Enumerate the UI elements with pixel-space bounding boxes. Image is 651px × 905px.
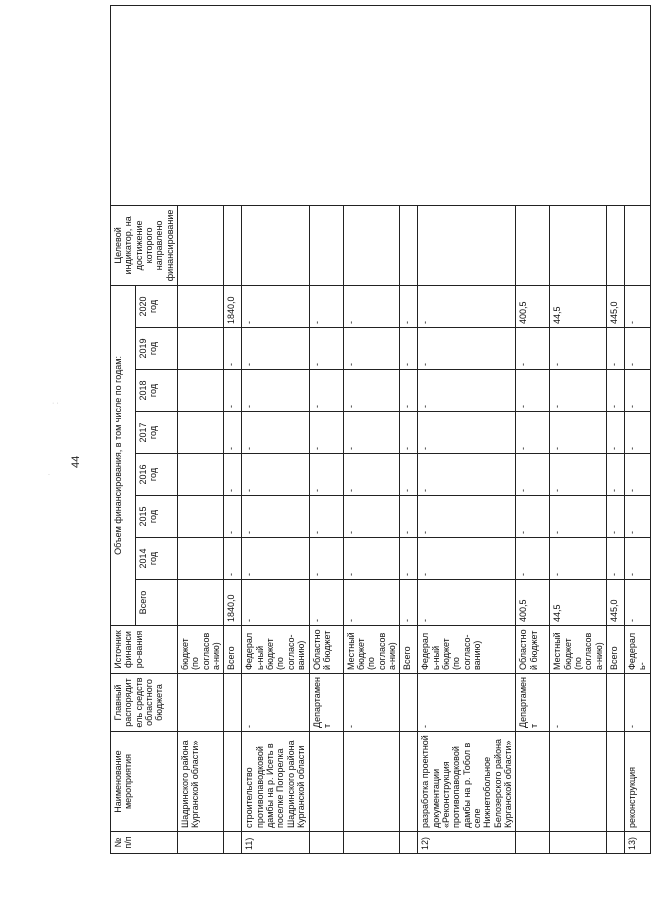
row-number-cell <box>343 832 400 854</box>
year-value-cell <box>178 412 224 454</box>
manager-cell: - <box>343 674 400 732</box>
row-number-cell <box>178 832 224 854</box>
year-value-cell: - <box>242 328 309 370</box>
year-value-cell: - <box>607 454 625 496</box>
year-value-cell: - <box>309 285 343 327</box>
manager-cell: - <box>625 674 651 732</box>
year-value-cell: - <box>343 538 400 580</box>
year-value-cell: - <box>224 370 242 412</box>
total-cell: - <box>625 580 651 626</box>
empty-column <box>111 5 651 205</box>
year-value-cell: - <box>625 538 651 580</box>
manager-cell <box>400 674 418 732</box>
year-value-cell: - <box>309 328 343 370</box>
total-cell: - <box>400 580 418 626</box>
indicator-cell <box>224 205 242 285</box>
year-value-cell: - <box>309 412 343 454</box>
year-value-cell <box>178 496 224 538</box>
header-year: 2020 год <box>136 285 178 327</box>
year-value-cell: - <box>400 370 418 412</box>
source-cell: Всего <box>607 626 625 674</box>
header-year: 2014 год <box>136 538 178 580</box>
year-value-cell: - <box>516 496 550 538</box>
year-value-cell: - <box>550 328 607 370</box>
header-year: 2017 год <box>136 412 178 454</box>
row-number-cell <box>516 832 550 854</box>
year-value-cell: - <box>343 328 400 370</box>
year-value-cell: - <box>343 285 400 327</box>
header-total: Всего <box>136 580 178 626</box>
total-cell: - <box>242 580 309 626</box>
year-value-cell: - <box>516 538 550 580</box>
year-value-cell: - <box>343 496 400 538</box>
source-cell: бюджет (по согласова-нию) <box>178 626 224 674</box>
row-number-cell <box>309 832 343 854</box>
year-value-cell: - <box>418 412 516 454</box>
source-cell: Местный бюджет (по согласова-нию) <box>550 626 607 674</box>
manager-cell <box>607 674 625 732</box>
year-value-cell <box>178 285 224 327</box>
manager-cell <box>224 674 242 732</box>
header-manager: Главный распорядитель средств областного бюджета <box>111 674 178 732</box>
manager-cell: - <box>550 674 607 732</box>
row-number-cell: 13) <box>625 832 651 854</box>
year-value-cell: - <box>242 454 309 496</box>
year-value-cell: - <box>400 496 418 538</box>
manager-cell: - <box>242 674 309 732</box>
event-name-cell <box>400 732 418 832</box>
year-value-cell: - <box>400 454 418 496</box>
header-name: Наименование мероприятия <box>111 732 178 832</box>
manager-cell <box>178 674 224 732</box>
indicator-cell <box>400 205 418 285</box>
row-number-cell: 12) <box>418 832 516 854</box>
indicator-cell <box>607 205 625 285</box>
year-value-cell: 44,5 <box>550 285 607 327</box>
year-value-cell: - <box>516 412 550 454</box>
source-cell: Федераль-ный бюджет (по согласо-ванию) <box>418 626 516 674</box>
year-value-cell: - <box>224 538 242 580</box>
header-row-1 <box>111 5 136 853</box>
total-cell: - <box>418 580 516 626</box>
rotated-table-wrapper <box>110 62 648 854</box>
header-volume: Объем финансирования, в том числе по годам: <box>111 285 136 625</box>
year-value-cell: - <box>343 412 400 454</box>
source-cell: Федераль- <box>625 626 651 674</box>
year-value-cell: - <box>309 496 343 538</box>
year-value-cell: - <box>607 328 625 370</box>
header-year: 2015 год <box>136 496 178 538</box>
row-number-cell: 11) <box>242 832 309 854</box>
year-value-cell: - <box>224 496 242 538</box>
year-value-cell: - <box>418 370 516 412</box>
year-value-cell: - <box>607 538 625 580</box>
year-value-cell: - <box>607 370 625 412</box>
year-value-cell: - <box>625 285 651 327</box>
header-indicator: Целевой индикатор, на достижение которого направлено финансирование <box>111 205 178 285</box>
year-value-cell: - <box>607 496 625 538</box>
source-cell: Областной бюджет <box>516 626 550 674</box>
year-value-cell: - <box>418 496 516 538</box>
year-value-cell: - <box>224 328 242 370</box>
indicator-cell <box>625 205 651 285</box>
manager-cell: Департамент <box>309 674 343 732</box>
year-value-cell: - <box>625 496 651 538</box>
year-value-cell: - <box>550 412 607 454</box>
year-value-cell: 400,5 <box>516 285 550 327</box>
total-cell <box>178 580 224 626</box>
year-value-cell: - <box>516 328 550 370</box>
manager-cell: - <box>418 674 516 732</box>
header-source: Источник финансиро-вания <box>111 626 178 674</box>
total-cell: 1840,0 <box>224 580 242 626</box>
row-number-cell <box>550 832 607 854</box>
year-value-cell: - <box>224 412 242 454</box>
manager-cell: Департамент <box>516 674 550 732</box>
source-cell: Местный бюджет (по согласова-нию) <box>343 626 400 674</box>
year-value-cell <box>178 454 224 496</box>
event-name-cell: реконструкция <box>625 732 651 832</box>
year-value-cell: - <box>625 370 651 412</box>
year-value-cell <box>178 538 224 580</box>
year-value-cell: - <box>418 328 516 370</box>
year-value-cell: - <box>242 412 309 454</box>
year-value-cell: - <box>550 538 607 580</box>
event-name-cell <box>309 732 343 832</box>
year-value-cell: - <box>309 454 343 496</box>
total-cell: - <box>309 580 343 626</box>
year-value-cell: - <box>607 412 625 454</box>
scan-noise: · · <box>52 400 59 407</box>
indicator-cell <box>418 205 516 285</box>
source-cell: Всего <box>400 626 418 674</box>
event-name-cell: Шадринского района Курганской области» <box>178 732 224 832</box>
total-cell: 400,5 <box>516 580 550 626</box>
year-value-cell: - <box>418 538 516 580</box>
header-year: 2019 год <box>136 328 178 370</box>
year-value-cell: - <box>224 454 242 496</box>
year-value-cell: - <box>242 285 309 327</box>
event-name-cell: строительство противопаводковой дамбы на р. Исеть в поселке Погорелка Шадринского района Курганской области <box>242 732 309 832</box>
total-cell: - <box>343 580 400 626</box>
event-name-cell: разработка проектной документации «Реконструкция противопаводковой дамбы на р. Тобол в селе Нижнетобольное Белозерского района Курганской области» <box>418 732 516 832</box>
year-value-cell: - <box>550 454 607 496</box>
source-cell: Всего <box>224 626 242 674</box>
year-value-cell: - <box>242 496 309 538</box>
table-body <box>111 5 651 853</box>
indicator-cell <box>550 205 607 285</box>
row-number-cell <box>400 832 418 854</box>
event-name-cell <box>607 732 625 832</box>
year-value-cell: - <box>400 412 418 454</box>
event-name-cell <box>550 732 607 832</box>
year-value-cell: - <box>516 454 550 496</box>
year-value-cell: 445,0 <box>607 285 625 327</box>
source-cell: Областной бюджет <box>309 626 343 674</box>
financing-table <box>110 5 651 854</box>
year-value-cell <box>178 370 224 412</box>
scan-noise: . <box>48 470 50 477</box>
year-value-cell: - <box>343 454 400 496</box>
row-number-cell <box>224 832 242 854</box>
year-value-cell: - <box>400 328 418 370</box>
event-name-cell <box>224 732 242 832</box>
year-value-cell: - <box>625 412 651 454</box>
source-cell: Федераль-ный бюджет (по согласо-ванию) <box>242 626 309 674</box>
event-name-cell <box>343 732 400 832</box>
year-value-cell: - <box>550 496 607 538</box>
indicator-cell <box>516 205 550 285</box>
year-value-cell: - <box>418 285 516 327</box>
year-value-cell: - <box>550 370 607 412</box>
year-value-cell: - <box>625 454 651 496</box>
indicator-cell <box>242 205 309 285</box>
year-value-cell: - <box>400 285 418 327</box>
total-cell: 445,0 <box>607 580 625 626</box>
row-number-cell <box>607 832 625 854</box>
indicator-cell <box>309 205 343 285</box>
year-value-cell: - <box>242 538 309 580</box>
header-no: № п/п <box>111 832 178 854</box>
year-value-cell: - <box>242 370 309 412</box>
year-value-cell <box>178 328 224 370</box>
indicator-cell <box>343 205 400 285</box>
header-year: 2016 год <box>136 454 178 496</box>
year-value-cell: - <box>516 370 550 412</box>
header-year: 2018 год <box>136 370 178 412</box>
year-value-cell: - <box>400 538 418 580</box>
year-value-cell: - <box>309 538 343 580</box>
total-cell: 44,5 <box>550 580 607 626</box>
year-value-cell: - <box>309 370 343 412</box>
year-value-cell: - <box>418 454 516 496</box>
year-value-cell: - <box>343 370 400 412</box>
year-value-cell: - <box>625 328 651 370</box>
event-name-cell <box>516 732 550 832</box>
indicator-cell <box>178 205 224 285</box>
year-value-cell: 1840,0 <box>224 285 242 327</box>
page-number: 44 <box>70 455 82 468</box>
